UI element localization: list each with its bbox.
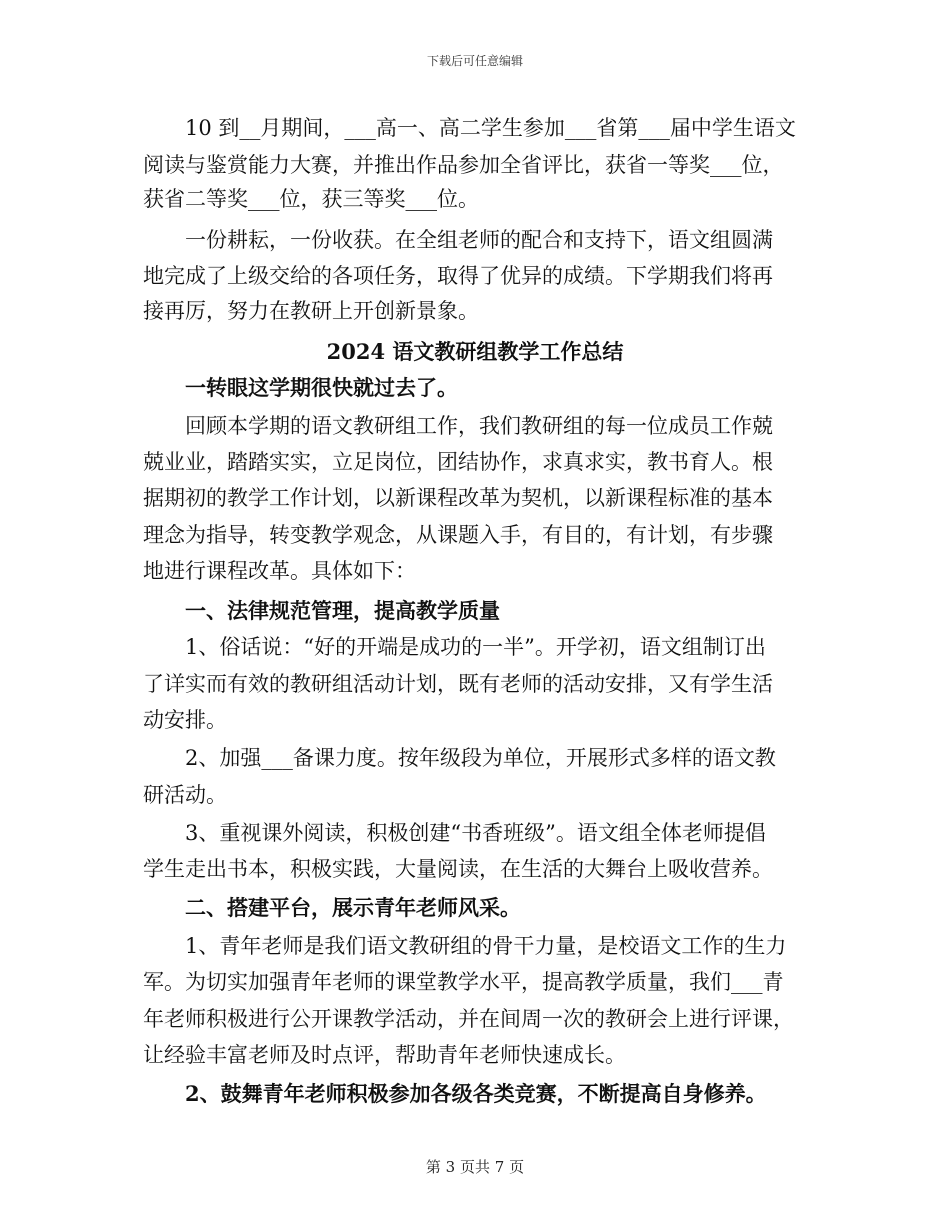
paragraph-line: 地完成了上级交给的各项任务，取得了优异的成绩。下学期我们将再 [143,264,773,288]
section-title: 2024 语文教研组教学工作总结 [326,339,624,364]
page-footer: 第 3 页共 7 页 [425,1158,525,1176]
paragraph-line: 据期初的教学工作计划，以新课程改革为契机，以新课程标准的基本 [143,486,773,510]
paragraph-line: 理念为指导，转变教学观念，从课题入手，有目的，有计划，有步骤 [143,523,773,547]
heading-line: 一、法律规范管理，提高教学质量 [143,598,500,623]
paragraph-line: 回顾本学期的语文教研组工作，我们教研组的每一位成员工作兢 [143,414,773,438]
paragraph-line: 1、俗话说：“好的开端是成功的一半”。开学初，语文组制订出 [143,635,766,659]
subtitle-line: 一转眼这学期很快就过去了。 [185,375,458,400]
paragraph-line: 3、重视课外阅读，积极创建“书香班级”。语文组全体老师提倡 [143,821,766,845]
paragraph-line: 阅读与鉴赏能力大赛，并推出作品参加全省评比，获省一等奖___位， [143,153,784,177]
paragraph-line: 获省二等奖___位，获三等奖___位。 [143,187,479,211]
paragraph-line: 让经验丰富老师及时点评，帮助青年老师快速成长。 [143,1043,626,1067]
paragraph-line: 学生走出书本，积极实践，大量阅读，在生活的大舞台上吸收营养。 [143,857,773,881]
paragraph-line: 地进行课程改革。具体如下： [143,559,416,583]
paragraph-line: 军。为切实加强青年老师的课堂教学水平，提高教学质量，我们___青 [143,970,784,994]
paragraph-line: 2、加强___备课力度。按年级段为单位，开展形式多样的语文教 [143,746,776,770]
paragraph-line: 接再厉，努力在教研上开创新景象。 [143,299,479,323]
paragraph-line: 研活动。 [143,783,227,807]
paragraph-line: 动安排。 [143,708,227,732]
paragraph-line: 10 到__月期间，___高一、高二学生参加___省第___届中学生语文 [143,116,796,140]
heading-line: 二、搭建平台，展示青年老师风采。 [143,895,521,920]
page-header: 下载后可任意编辑 [426,54,523,68]
paragraph-line: 一份耕耘，一份收获。在全组老师的配合和支持下，语文组圆满 [143,228,773,252]
paragraph-line: 年老师积极进行公开课教学活动，并在间周一次的教研会上进行评课， [143,1007,794,1031]
paragraph-line: 了详实而有效的教研组活动计划，既有老师的活动安排，又有学生活 [143,672,773,696]
heading-line: 2、鼓舞青年老师积极参加各级各类竞赛，不断提高自身修养。 [143,1081,767,1106]
paragraph-line: 1、青年老师是我们语文教研组的骨干力量，是校语文工作的生力 [143,934,787,958]
paragraph-line: 兢业业，踏踏实实，立足岗位，团结协作，求真求实，教书育人。根 [143,450,773,474]
